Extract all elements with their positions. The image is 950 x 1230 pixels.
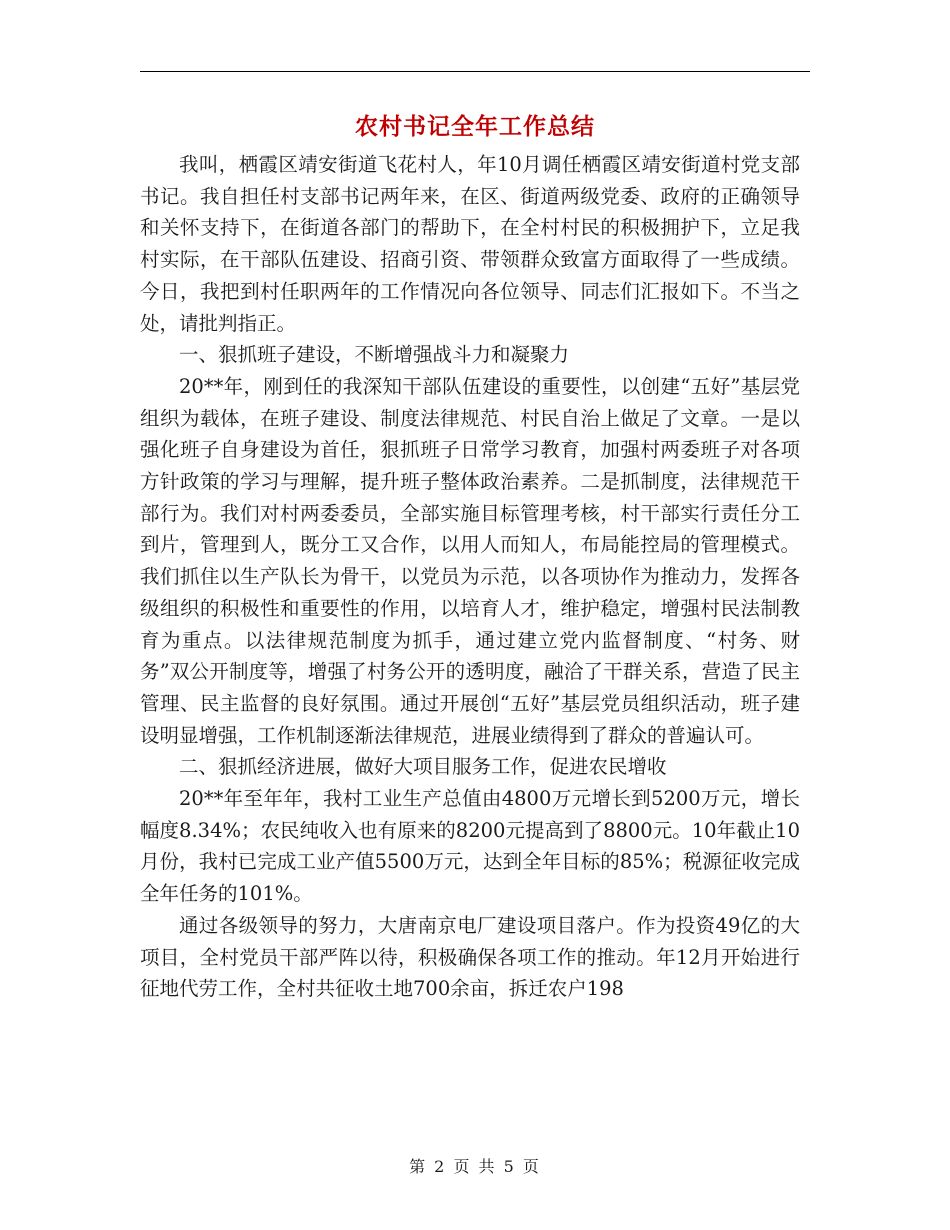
section-heading-2: 二、狠抓经济进展，做好大项目服务工作，促进农民增收: [179, 755, 667, 779]
paragraph-economic-stats: 20**年至年年，我村工业生产总值由4800万元增长到5200万元，增长幅度8.34%；农民纯收入也有原来的8200元提高到了8800元。10年截止10月份，我村已完成工业产值5500万元，达到全年目标的85%；税源征收完成全年任务的101%。: [140, 787, 800, 906]
paragraph-power-plant-project: 通过各级领导的努力，大唐南京电厂建设项目落户。作为投资49亿的大项目，全村党员干部严阵以待，积极确保各项工作的推动。年12月开始进行征地代劳工作，全村共征收土地700余亩，拆迁农户198: [140, 913, 800, 1001]
paragraph-intro: 我叫，栖霞区靖安街道飞花村人，年10月调任栖霞区靖安街道村党支部书记。我自担任村支部书记两年来，在区、街道两级党委、政府的正确领导和关怀支持下，在街道各部门的帮助下，在全村村民的积极拥护下，立足我村实际，在干部队伍建设、招商引资、带领群众致富方面取得了一些成绩。今日，我把到村任职两年的工作情况向各位领导、同志们汇报如下。不当之处，请批判指正。: [140, 153, 800, 335]
document-title: 农村书记全年工作总结: [355, 113, 595, 140]
paragraph-team-building: 20**年，刚到任的我深知干部队伍建设的重要性，以创建“五好”基层党组织为载体，在班子建设、制度法律规范、村民自治上做足了文章。一是以强化班子自身建设为首任，狠抓班子日常学习教育，加强村两委班子对各项方针政策的学习与理解，提升班子整体政治素养。二是抓制度，法律规范干部行为。我们对村两委委员，全部实施目标管理考核，村干部实行责任分工到片，管理到人，既分工又合作，以用人而知人，布局能控局的管理模式。我们抓住以生产队长为骨干，以党员为示范，以各项协作为推动力，发挥各级组织的积极性和重要性的作用，以培育人才，维护稳定，增强村民法制教育为重点。以法律规范制度为抓手，通过建立党内监督制度、“村务、财务”双公开制度等，增强了村务公开的透明度，融洽了干群关系，营造了民主管理、民主监督的良好氛围。通过开展创“五好”基层党员组织活动，班子建设明显增强，工作机制逐渐法律规范，进展业绩得到了群众的普遍认可。: [140, 374, 800, 747]
page-indicator: 第 2 页 共 5 页: [409, 1157, 541, 1176]
section-heading-1: 一、狠抓班子建设，不断增强战斗力和凝聚力: [179, 343, 570, 367]
document-body: [140, 149, 800, 1005]
header-rule: [140, 71, 810, 72]
